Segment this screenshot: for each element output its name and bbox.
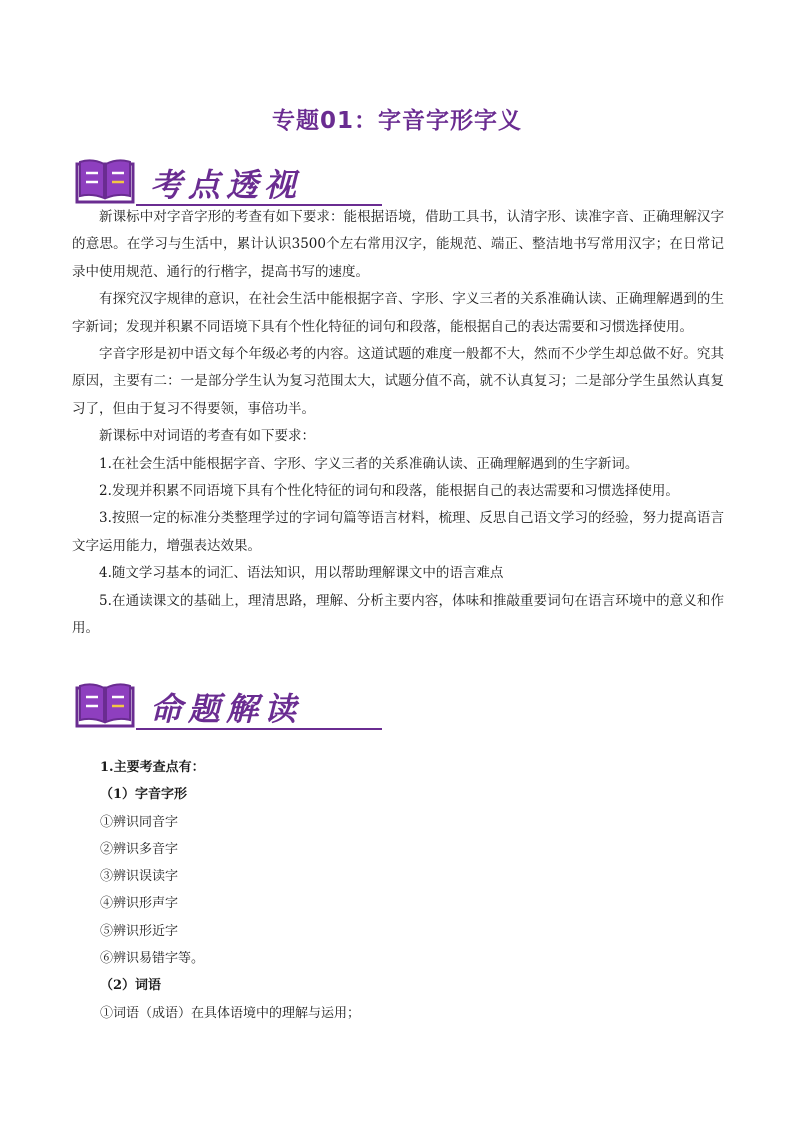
paragraph: 有探究汉字规律的意识，在社会生活中能根据字音、字形、字义三者的关系准确认读、正确理解遇到的生字新词；发现并积累不同语境下具有个性化特征的词句和段落，能根据自己的表达需要和习惯选择使用。 [72,291,724,335]
list-item: ④辨识形声字 [100,896,179,912]
list-item: ③辨识误读字 [100,869,179,885]
section-banner-kaodian [74,158,314,208]
section-body-mingti [100,754,700,1027]
section-heading: 命题解读 [150,690,303,728]
list-item: ①辨识同音字 [100,814,179,830]
open-book-icon [74,158,136,206]
paragraph: 新课标中对词语的考查有如下要求： [99,428,315,445]
main-point-heading: 1.主要考查点有： [100,760,205,775]
list-item: ⑥辨识易错字等。 [100,951,205,967]
section-body-kaodian [72,204,724,643]
list-item: 4.随文学习基本的词汇、语法知识，用以帮助理解课文中的语言难点 [99,565,504,582]
open-book-icon [74,682,136,730]
list-item: ①词语（成语）在具体语境中的理解与运用； [100,1005,361,1021]
heading-underline [136,728,382,730]
list-item: ⑤辨识形近字 [100,923,179,939]
list-item: 3.按照一定的标准分类整理学过的字词句篇等语言材料，梳理、反思自己语文学习的经验，努力提高语言文字运用能力，增强表达效果。 [72,510,724,554]
list-item: 5.在通读课文的基础上，理清思路，理解、分析主要内容，体味和推敲重要词句在语言环境中的意义和作用。 [72,592,724,637]
section-banner-mingti [74,682,314,732]
list-item: ②辨识多音字 [100,841,179,857]
subheading: （1）字音字形 [100,787,188,803]
subheading: （2）词语 [100,978,162,994]
list-item: 2.发现并积累不同语境下具有个性化特征的词句和段落，能根据自己的表达需要和习惯选择使用。 [99,483,679,500]
paragraph: 字音字形是初中语文每个年级必考的内容。这道试题的难度一般都不大，然而不少学生却总做不好。究其原因，主要有二：一是部分学生认为复习范围太大，试题分值不高，就不认真复习；二是部分学生虽然认真复习了，但由于复习不得要领，事倍功半。 [72,346,724,417]
section-heading: 考点透视 [150,166,303,204]
paragraph: 新课标中对字音字形的考查有如下要求：能根据语境，借助工具书，认清字形、读准字音、正确理解汉字的意思。在学习与生活中，累计认识3500个左右常用汉字，能规范、端正、整洁地书写常用汉字；在日常记录中使用规范、通行的行楷字，提高书写的速度。 [72,209,724,280]
page-title: 专题01：字音字形字义 [271,108,522,134]
list-item: 1.在社会生活中能根据字音、字形、字义三者的关系准确认读、正确理解遇到的生字新词。 [99,455,639,472]
